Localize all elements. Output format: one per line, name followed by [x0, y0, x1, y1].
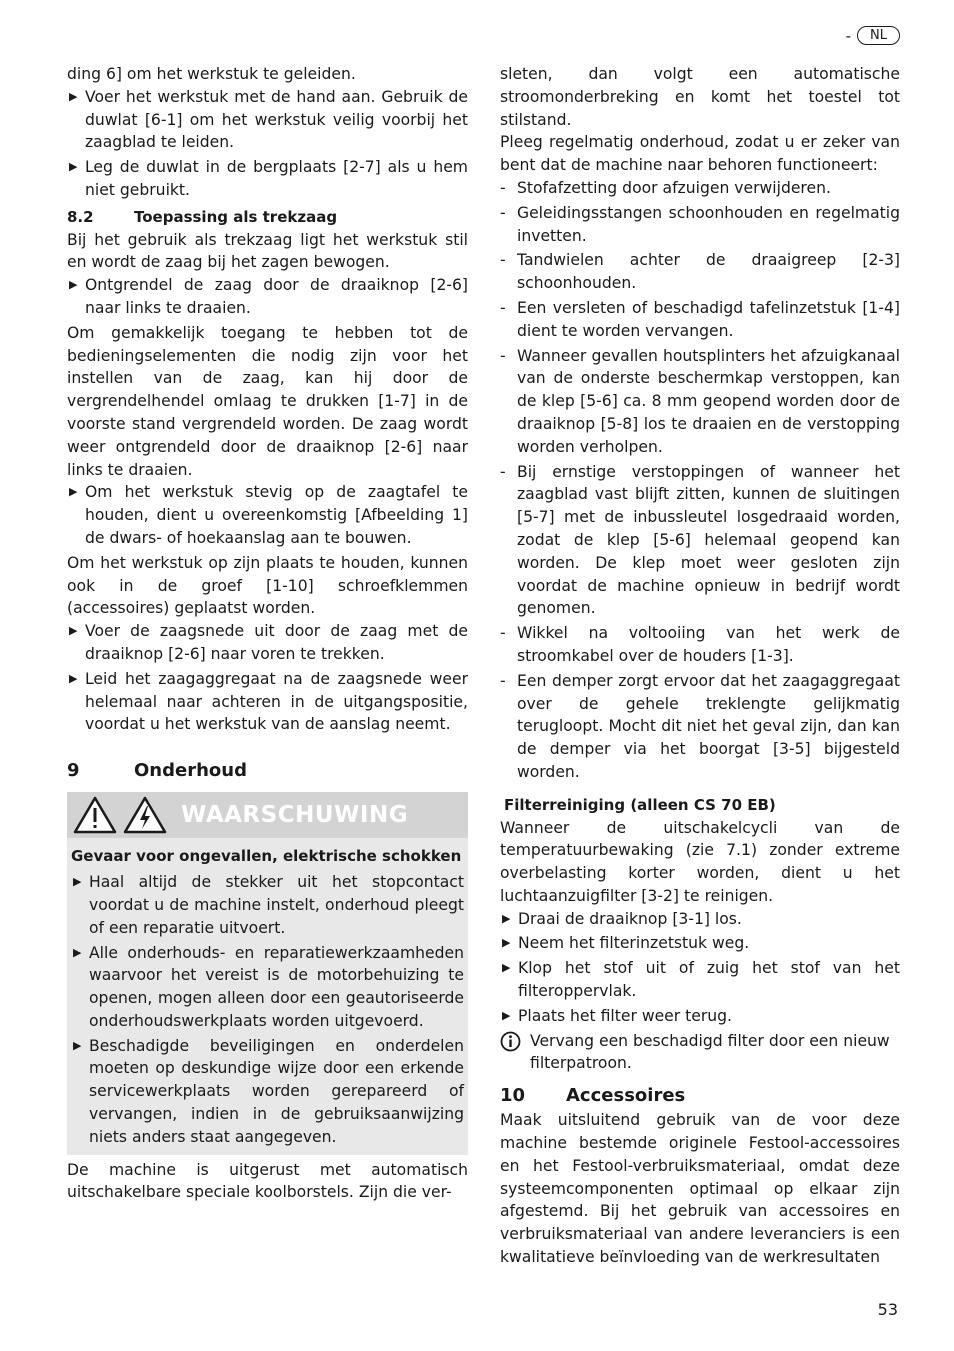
dash-item: - Geleidingsstangen schoonhouden en regelmatig invetten.: [500, 203, 900, 245]
bullet-text: Ontgrendel de zaag door de draaiknop [2-6] naar links te draaien.: [85, 276, 468, 317]
paragraph: Wanneer de uitschakelcycli van de temperatuurbewaking (zie 7.1) zonder extreme overbelasting korter worden, dient u het luchtaanzuigfilter [3-2] te reinigen.: [500, 818, 900, 905]
paragraph: ding 6] om het werkstuk te geleiden.: [67, 65, 356, 83]
triangle-right-icon: ▶: [502, 936, 511, 950]
paragraph: Maak uitsluitend gebruik van de voor deze machine bestemde originele Festool-accessoires en het Festool-verbruiksmateriaal, omdat deze systeemcomponenten optimaal op elkaar zijn afgestemd. Bij het gebruik van accessoires en verbruiksmateriaal van andere leveranciers is een kwalitatieve beïnvloeding van de werkresultaten: [500, 1111, 900, 1267]
language-badge: NL: [857, 26, 900, 45]
dash-text: Wikkel na voltooiing van het werk de stroomkabel over de houders [1-3].: [517, 624, 900, 665]
electric-shock-icon: [123, 796, 167, 834]
section-number: 10: [500, 1085, 526, 1107]
paragraph: Pleeg regelmatig onderhoud, zodat u er zeker van bent dat de machine naar behoren functioneert:: [500, 133, 900, 175]
bullet-item: [71, 1035, 464, 1149]
warning-triangle-icon: [73, 796, 117, 834]
section-number: 9: [67, 760, 80, 782]
bullet-text: Leid het zaagaggregaat na de zaagsnede weer helemaal naar achteren in de uitgangspositie, voordat u het werkstuk van de aanslag neemt.: [85, 669, 468, 734]
dash-item: - Bij ernstige verstoppingen of wanneer het zaagblad vast blijft zitten, kunnen de sluitingen [5-7] met de inbussleutel losgedraaid worden, zodat de klep [5-6] helemaal geopend kan worden. De klep moet weer gesloten zijn voordat de machine opnieuw in bedrijf wordt genomen.: [500, 462, 900, 618]
page-number: 53: [877, 1300, 898, 1319]
paragraph: De machine is uitgerust met automatisch uitschakelbare speciale koolborstels. Zijn die ver-: [67, 1160, 468, 1202]
left-column: [67, 63, 468, 1204]
bullet-text: Draai de draaiknop [3-1] los.: [518, 909, 742, 928]
page-header: [846, 26, 900, 45]
bullet-item: [67, 156, 468, 202]
dash-text: Geleidingsstangen schoonhouden en regelmatig invetten.: [517, 203, 900, 245]
triangle-right-icon: ▶: [73, 945, 82, 959]
info-text: Vervang een beschadigd filter door een nieuw filterpatroon.: [530, 1031, 890, 1073]
bullet-text: Om het werkstuk stevig op de zaagtafel te houden, dient u overeenkomstig [Afbeelding 1] de dwars- of hoekaanslag aan te bouwen.: [85, 483, 468, 547]
dash-item: - Tandwielen achter de draaigreep [2-3] schoonhouden.: [500, 251, 900, 293]
dash-text: Tandwielen achter de draaigreep [2-3] schoonhouden.: [517, 251, 900, 293]
triangle-right-icon: ▶: [69, 160, 78, 174]
dash-text: Een demper zorgt ervoor dat het zaagaggregaat over de gehele treklengte gelijkmatig terugloopt. Mocht dit niet het geval zijn, dan kan de demper via het boorgat [3-5] bijgesteld worden.: [517, 671, 900, 781]
section-title: Accessoires: [566, 1085, 686, 1107]
bullet-item: [71, 871, 464, 939]
bullet-item: [67, 620, 468, 666]
section-heading-9: [67, 758, 468, 784]
dash-item: - Stofafzetting door afzuigen verwijderen.: [500, 178, 831, 197]
bullet-item: [500, 932, 900, 955]
bullet-text: Klop het stof uit of zuig het stof van het filteroppervlak.: [518, 959, 900, 1001]
bullet-text: Alle onderhouds- en reparatiewerkzaamheden waarvoor het vereist is de motorbehuizing te openen, mogen alleen door een geautoriseerde onderhoudswerkplaats worden uitgevoerd.: [89, 943, 464, 1030]
bullet-text: Beschadigde beveiligingen en onderdelen moeten op deskundige wijze door een erkende servicewerkplaats worden gerepareerd of vervangen, indien in de gebruiksaanwijzing niets anders staat aangegeven.: [89, 1036, 464, 1146]
paragraph: Bij het gebruik als trekzaag ligt het werkstuk stil en wordt de zaag bij het zagen bewogen.: [67, 230, 468, 272]
bullet-text: Haal altijd de stekker uit het stopcontact voordat u de machine instelt, onderhoud pleegt of een reparatie uitvoert.: [89, 873, 464, 937]
triangle-right-icon: ▶: [69, 89, 78, 103]
dash-item: - Een versleten of beschadigd tafelinzetstuk [1-4] dient te worden vervangen.: [500, 298, 900, 340]
bullet-text: Voer het werkstuk met de hand aan. Gebruik de duwlat [6-1] om het werkstuk veilig voorbij het zaagblad te leiden.: [85, 87, 468, 152]
paragraph: Om het werkstuk op zijn plaats te houden, kunnen ook in de groef [1-10] schroefklemmen (accessoires) geplaatst worden.: [67, 553, 468, 618]
section-heading-8-2: [67, 206, 468, 229]
triangle-right-icon: ▶: [69, 278, 78, 292]
section-number: 8.2: [67, 207, 94, 226]
dash-text: Bij ernstige verstoppingen of wanneer het zaagblad vast blijft zitten, kunnen de sluitingen [5-7] met de inbussleutel losgedraaid worden, zodat de klep [5-6] helemaal geopend kan worden. De klep moet weer gesloten zijn voordat de machine opnieuw in bedrijf wordt genomen.: [517, 462, 900, 618]
warning-subtitle: Gevaar voor ongevallen, elektrische schokken: [71, 847, 462, 866]
filter-cleaning-heading: Filterreiniging (alleen CS 70 EB): [504, 795, 776, 814]
bullet-item: [500, 957, 900, 1003]
section-heading-10: [500, 1083, 900, 1109]
triangle-right-icon: ▶: [69, 624, 78, 638]
bullet-item: [500, 908, 900, 931]
header-dash: -: [845, 26, 852, 45]
bullet-text: Neem het filterinzetstuk weg.: [518, 934, 750, 953]
right-column: [500, 63, 900, 1269]
bullet-text: Leg de duwlat in de bergplaats [2-7] als u hem niet gebruikt.: [85, 158, 468, 199]
bullet-text: Plaats het filter weer terug.: [518, 1006, 732, 1025]
dash-text: Stofafzetting door afzuigen verwijderen.: [517, 178, 831, 197]
warning-title: WAARSCHUWING: [181, 801, 409, 828]
section-title: Toepassing als trekzaag: [134, 207, 338, 226]
triangle-right-icon: ▶: [502, 961, 511, 975]
warning-header: [67, 792, 468, 838]
bullet-item: [67, 481, 468, 549]
bullet-item: [71, 942, 464, 1033]
bullet-item: [67, 274, 468, 320]
triangle-right-icon: ▶: [502, 911, 511, 925]
dash-item: - Een demper zorgt ervoor dat het zaagaggregaat over de gehele treklengte gelijkmatig terugloopt. Mocht dit niet het geval zijn, dan kan de demper via het boorgat [3-5] bijgesteld worden.: [500, 671, 900, 781]
triangle-right-icon: ▶: [73, 875, 82, 889]
bullet-item: [500, 1005, 900, 1028]
paragraph: Om gemakkelijk toegang te hebben tot de bedieningselementen die nodig zijn voor het instellen van de zaag, kan hij door de vergrendelhendel omlaag te drukken [1-7] in de voorste stand vergrendeld worden. De zaag wordt weer ontgrendeld door de draaiknop [2-6] naar links te draaien.: [67, 323, 468, 479]
triangle-right-icon: ▶: [69, 485, 78, 499]
section-title: Onderhoud: [134, 760, 247, 782]
dash-item: - Wikkel na voltooiing van het werk de stroomkabel over de houders [1-3].: [500, 624, 900, 665]
bullet-text: Voer de zaagsnede uit door de zaag met de draaiknop [2-6] naar voren te trekken.: [85, 622, 468, 663]
info-note: [500, 1030, 900, 1076]
triangle-right-icon: ▶: [69, 671, 78, 685]
dash-text: Wanneer gevallen houtsplinters het afzuigkanaal van de onderste beschermkap verstoppen, kan de klep [5-6] ca. 8 mm geopend worden door de draaiknop [5-8] los te draaien en de verstopping worden verholpen.: [517, 346, 900, 456]
info-icon: [500, 1031, 521, 1052]
dash-text: Een versleten of beschadigd tafelinzetstuk [1-4] dient te worden vervangen.: [517, 298, 900, 340]
triangle-right-icon: ▶: [73, 1038, 82, 1052]
dash-item: - Wanneer gevallen houtsplinters het afzuigkanaal van de onderste beschermkap verstoppen, kan de klep [5-6] ca. 8 mm geopend worden door de draaiknop [5-8] los te draaien en de verstopping worden verholpen.: [500, 346, 900, 456]
bullet-item: [67, 86, 468, 154]
bullet-item: [67, 668, 468, 736]
triangle-right-icon: ▶: [502, 1008, 511, 1022]
paragraph: sleten, dan volgt een automatische stroomonderbreking en komt het toestel tot stilstand.: [500, 65, 900, 129]
warning-box: [67, 792, 468, 1155]
